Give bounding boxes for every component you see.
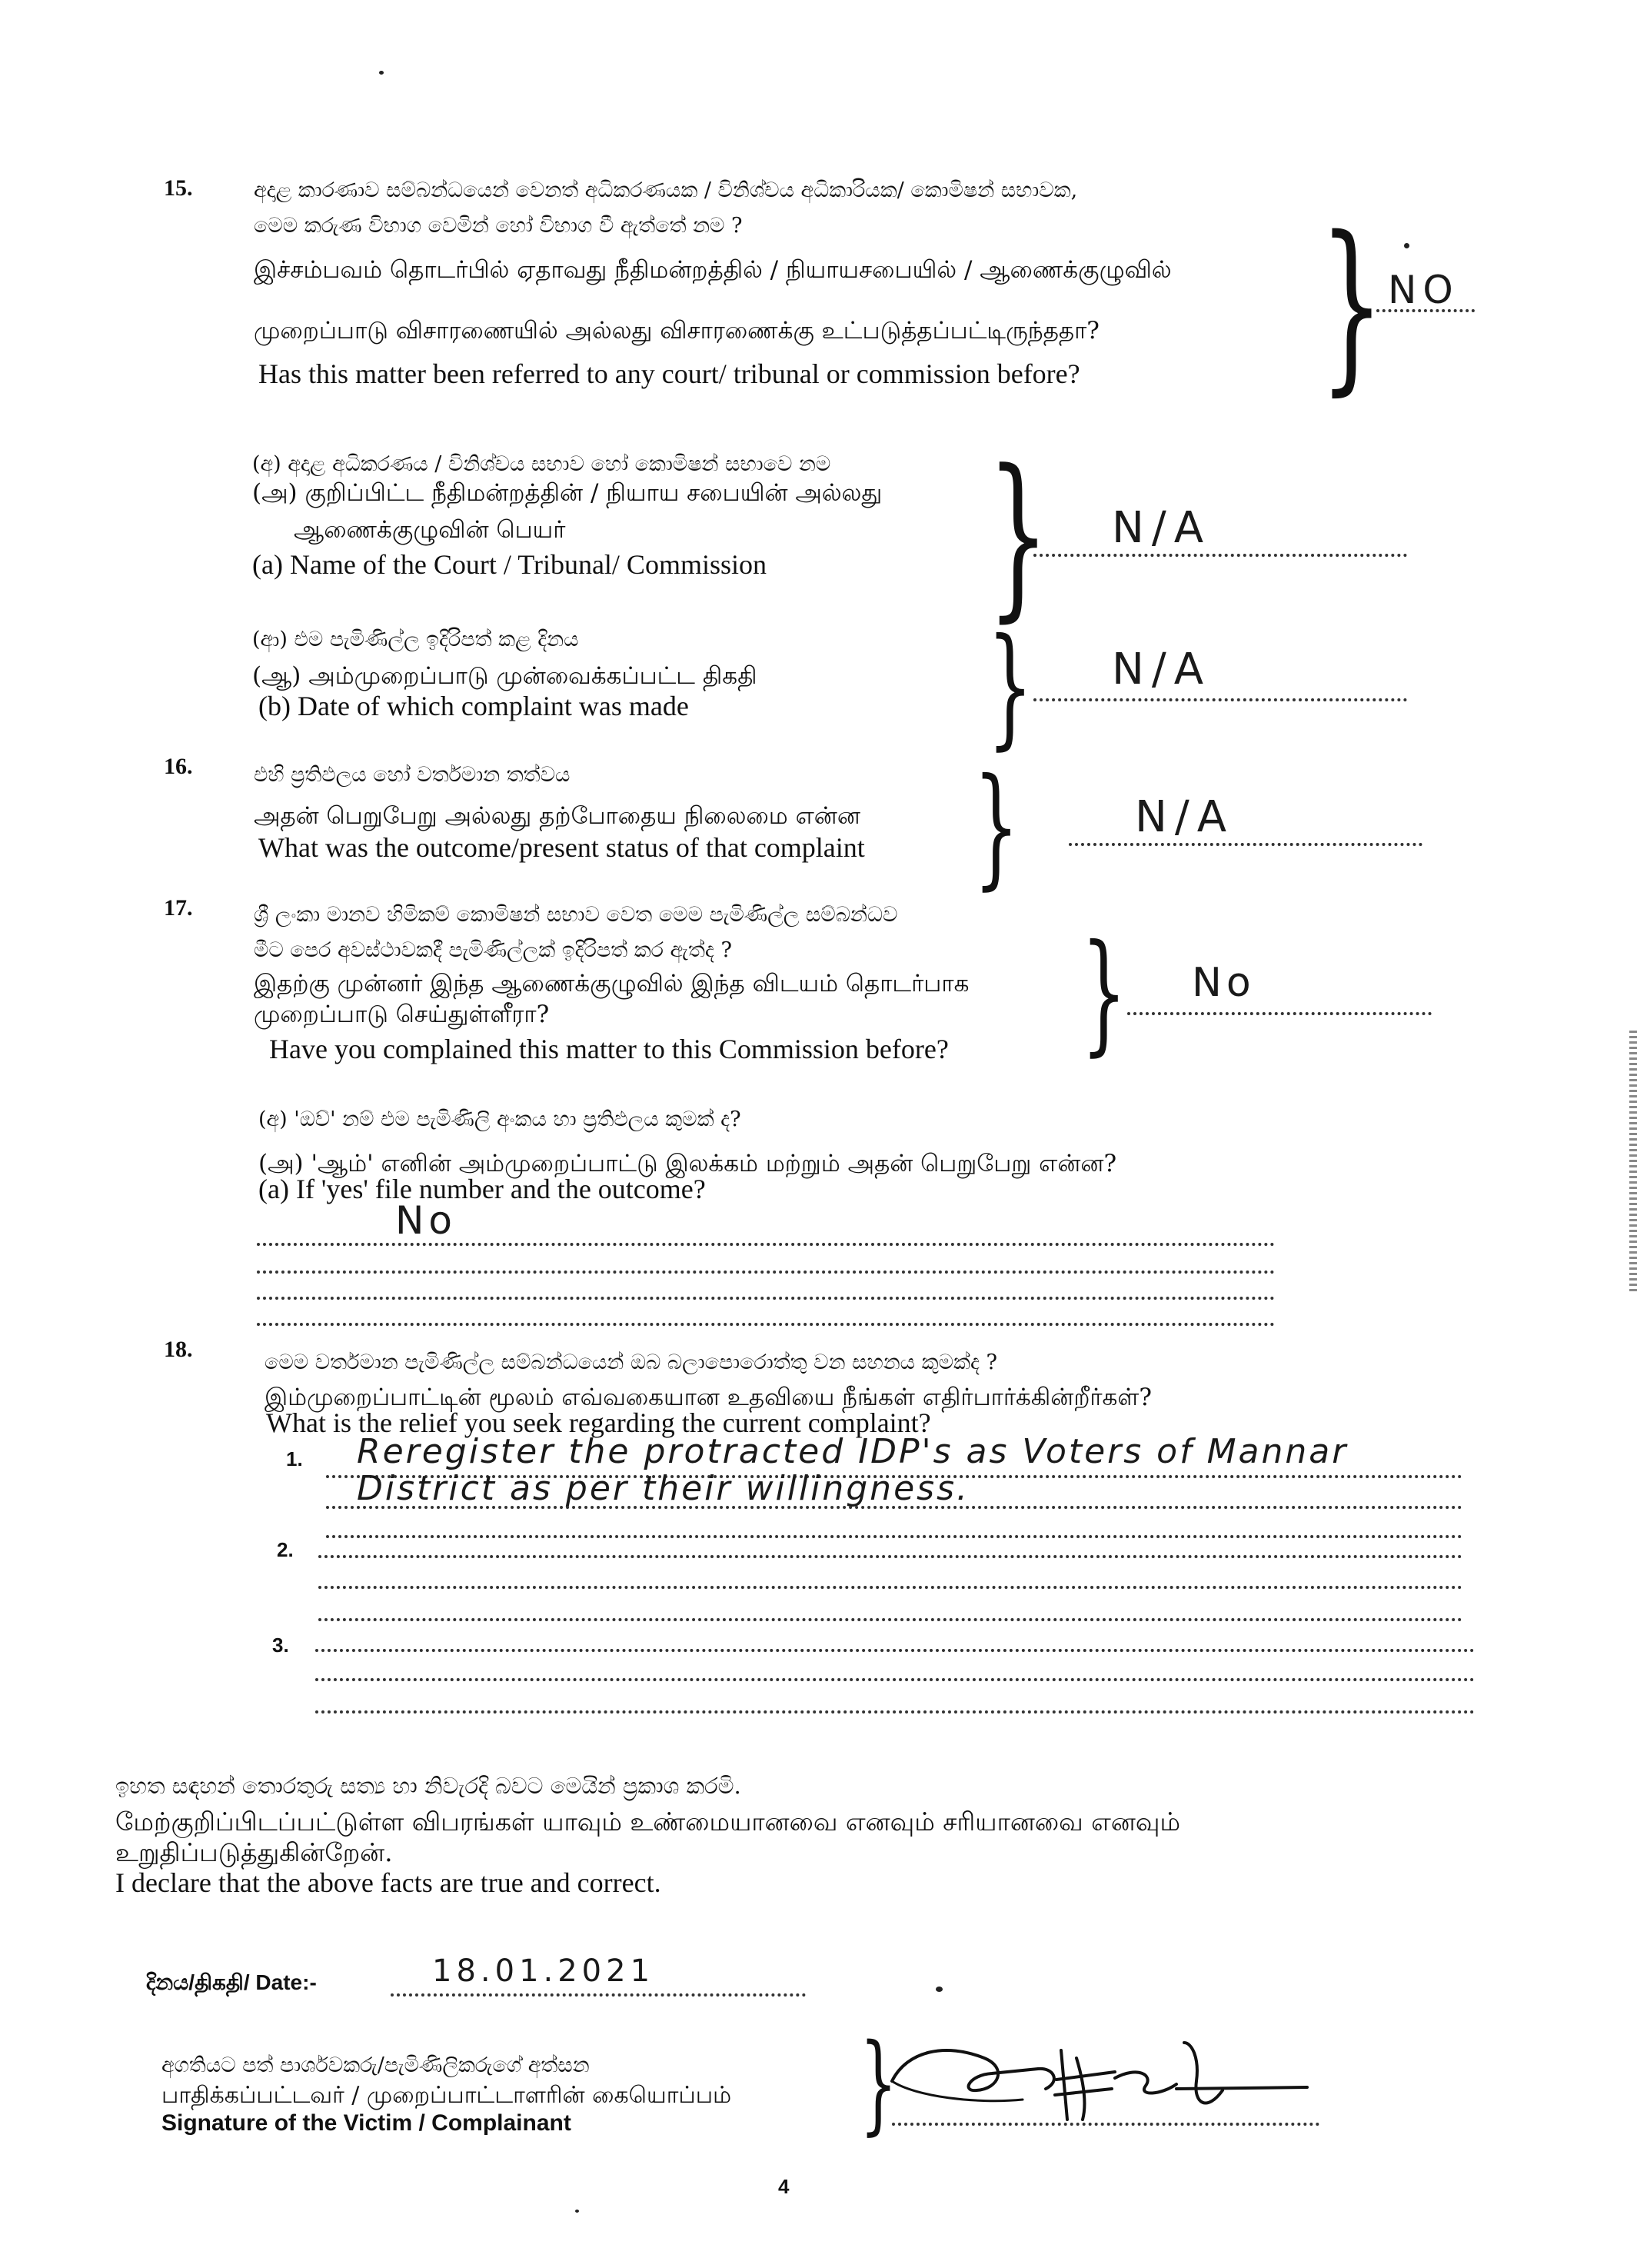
q17-sinhala-line2: මීට පෙර අවස්ථාවකදී පැමිණිල්ලක් ඉදිරිපත් කර ඇත්ද ? (254, 938, 732, 962)
curly-brace: } (1081, 917, 1127, 1069)
declaration-sinhala: ඉහත සඳහන් තොරතුරු සත්‍ය හා නිවැරදි බවට මෙයින් ප්‍රකාශ කරමි. (115, 1773, 741, 1799)
curly-brace: } (1319, 197, 1384, 412)
answer-dotted-line (315, 1649, 1475, 1652)
scan-speck (379, 71, 384, 75)
q16-sinhala: එහි ප්‍රතිඵලය හෝ වර්තමාන තත්වය (254, 763, 571, 787)
q17a-english: (a) If 'yes' file number and the outcome? (258, 1174, 706, 1204)
scan-speck (1404, 243, 1409, 248)
answer-dotted-line (1033, 698, 1407, 701)
q18-tamil: இம்முறைப்பாட்டின் மூலம் எவ்வகையான உதவியை நீங்கள் எதிர்பார்க்கின்றீர்கள்? (265, 1384, 1152, 1411)
date-label: දිනය/திகதி/ Date:- (146, 1970, 317, 1994)
answer-dotted-line (315, 1710, 1475, 1713)
answer-dotted-line (318, 1555, 1462, 1558)
relief-item-1-line1: Reregister the protracted IDP's as Voters of Mannar (357, 1432, 1349, 1471)
q17-answer: No (1192, 960, 1256, 1006)
q17a-sinhala: (අ) 'ඔව්' නම් එම පැමිණිලි අංකය හා ප්‍රතිඵලය කුමක් ද? (258, 1107, 741, 1131)
curly-brace: } (973, 751, 1020, 903)
answer-dotted-line (315, 1678, 1475, 1681)
answer-dotted-line (257, 1271, 1275, 1274)
q15-english: Has this matter been referred to any court/ tribunal or commission before? (258, 358, 1080, 389)
q17-sinhala-line1: ශ්‍රී ලංකා මානව හිමිකම් කොමිෂන් සභාව වෙත මෙම පැමිණිල්ල සම්බන්ධව (254, 903, 898, 927)
signature-english: Signature of the Victim / Complainant (161, 2110, 571, 2136)
q16-english: What was the outcome/present status of that complaint (258, 832, 865, 863)
curly-brace: } (860, 2021, 897, 2146)
q15b-sinhala: (ආ) එම පැමිණිල්ල ඉදිරිපත් කළ දිනය (252, 628, 579, 651)
declaration-tamil-line1: மேற்குறிப்பிடப்பட்டுள்ள விபரங்கள் யாவும் உண்மையானவை எனவும் சரியானவை எனவும் (115, 1807, 1181, 1837)
q18-sinhala: මෙම වර්තමාන පැමිණිල්ල සම්බන්ධයෙන් ඔබ බලාපොරොත්තු වන සහනය කුමක්ද ? (265, 1350, 997, 1374)
answer-dotted-line (1033, 554, 1407, 557)
q15a-tamil-line1: (அ) குறிப்பிட்ட நீதிமன்றத்தின் / நியாய சபையின் அல்லது (252, 479, 883, 507)
q15a-answer: N/A (1112, 503, 1212, 553)
answer-dotted-line (326, 1506, 1462, 1509)
q15-answer: NO (1388, 268, 1459, 312)
q15b-tamil: (ஆ) அம்முறைப்பாடு முன்வைக்கப்பட்ட திகதி (252, 662, 757, 690)
answer-dotted-line (1376, 309, 1475, 312)
q15b-answer: N/A (1112, 644, 1212, 694)
signature-sinhala: අගතියට පත් පාර්ශවකරු/පැමිණිලිකරුගේ අත්සන (161, 2053, 590, 2077)
q15a-tamil-line2: ஆணைக்குழுவின் பெயர் (294, 516, 566, 544)
q15b-english: (b) Date of which complaint was made (258, 691, 689, 721)
answer-dotted-line (257, 1243, 1275, 1246)
answer-dotted-line (1069, 843, 1422, 846)
q17-tamil-line1: இதற்கு முன்னர் இந்த ஆணைக்குழுவில் இந்த விடயம் தொடர்பாக (254, 970, 970, 997)
relief-item-number: 3. (272, 1634, 289, 1657)
q15-tamil-line2: முறைப்பாடு விசாரணையில் அல்லது விசாரணைக்கு உட்படுத்தப்பட்டிருந்ததா? (254, 317, 1100, 345)
answer-dotted-line (257, 1323, 1275, 1326)
relief-item-number: 1. (286, 1447, 303, 1470)
page-number: 4 (778, 2175, 790, 2198)
handwritten-signature (884, 2035, 1315, 2127)
q15a-english: (a) Name of the Court / Tribunal/ Commission (252, 549, 767, 580)
question-number: 18. (164, 1337, 193, 1362)
answer-dotted-line (1127, 1012, 1432, 1015)
signature-tamil: பாதிக்கப்பட்டவர் / முறைப்பாட்டாளரின் கையொப்பம் (161, 2082, 732, 2109)
answer-dotted-line (318, 1618, 1462, 1621)
q15-sinhala-line2: මෙම කරුණ විභාග වෙමින් හෝ විභාග වී ඇත්තේ නම ? (254, 214, 743, 238)
q18-english: What is the relief you seek regarding the current complaint? (266, 1407, 931, 1438)
question-number: 15. (164, 175, 193, 201)
declaration-tamil-line2: உறுதிப்படுத்துகின்றேன். (115, 1837, 393, 1867)
q15a-sinhala: (අ) අදාළ අධිකරණය / විනිශ්චය සභාව හෝ කොමිෂන් සභාවෙ නම (252, 452, 831, 476)
relief-item-1-line2: District as per their willingness. (357, 1469, 970, 1508)
answer-dotted-line (318, 1586, 1462, 1589)
q16-answer: N/A (1135, 792, 1235, 842)
scan-edge (1629, 1031, 1637, 1292)
date-dotted-line (391, 1993, 806, 1997)
curly-brace: } (987, 611, 1033, 763)
scan-speck (936, 1987, 943, 1992)
answer-dotted-line (257, 1297, 1275, 1300)
q17-tamil-line2: முறைப்பாடு செய்துள்ளீரா? (254, 1001, 550, 1028)
declaration-english: I declare that the above facts are true and correct. (115, 1867, 661, 1898)
scan-speck (575, 2210, 579, 2213)
curly-brace: } (987, 433, 1050, 638)
date-value: 18.01.2021 (432, 1953, 655, 1989)
q15-sinhala-line1: අදාළ කාරණාව සම්බන්ධයෙන් වෙනත් අධිකරණයක / විනිශ්චය අධිකාරියක/ කොමිෂන් සභාවක, (254, 178, 1078, 202)
relief-item-number: 2. (277, 1538, 294, 1561)
answer-dotted-line (326, 1535, 1462, 1538)
q17a-answer: No (395, 1198, 457, 1243)
q17a-tamil: (அ) 'ஆம்' எனின் அம்முறைப்பாட்டு இலக்கம் மற்றும் அதன் பெறுபேறு என்ன? (258, 1150, 1117, 1177)
q16-tamil: அதன் பெறுபேறு அல்லது தற்போதைய நிலைமை என்ன (254, 802, 860, 830)
question-number: 16. (164, 754, 193, 779)
q15-tamil-line1: இச்சம்பவம் தொடர்பில் ஏதாவது நீதிமன்றத்தில் / நியாயசபையில் / ஆணைக்குழுவில் (254, 256, 1172, 284)
question-number: 17. (164, 895, 193, 921)
q17-english: Have you complained this matter to this Commission before? (269, 1034, 949, 1064)
